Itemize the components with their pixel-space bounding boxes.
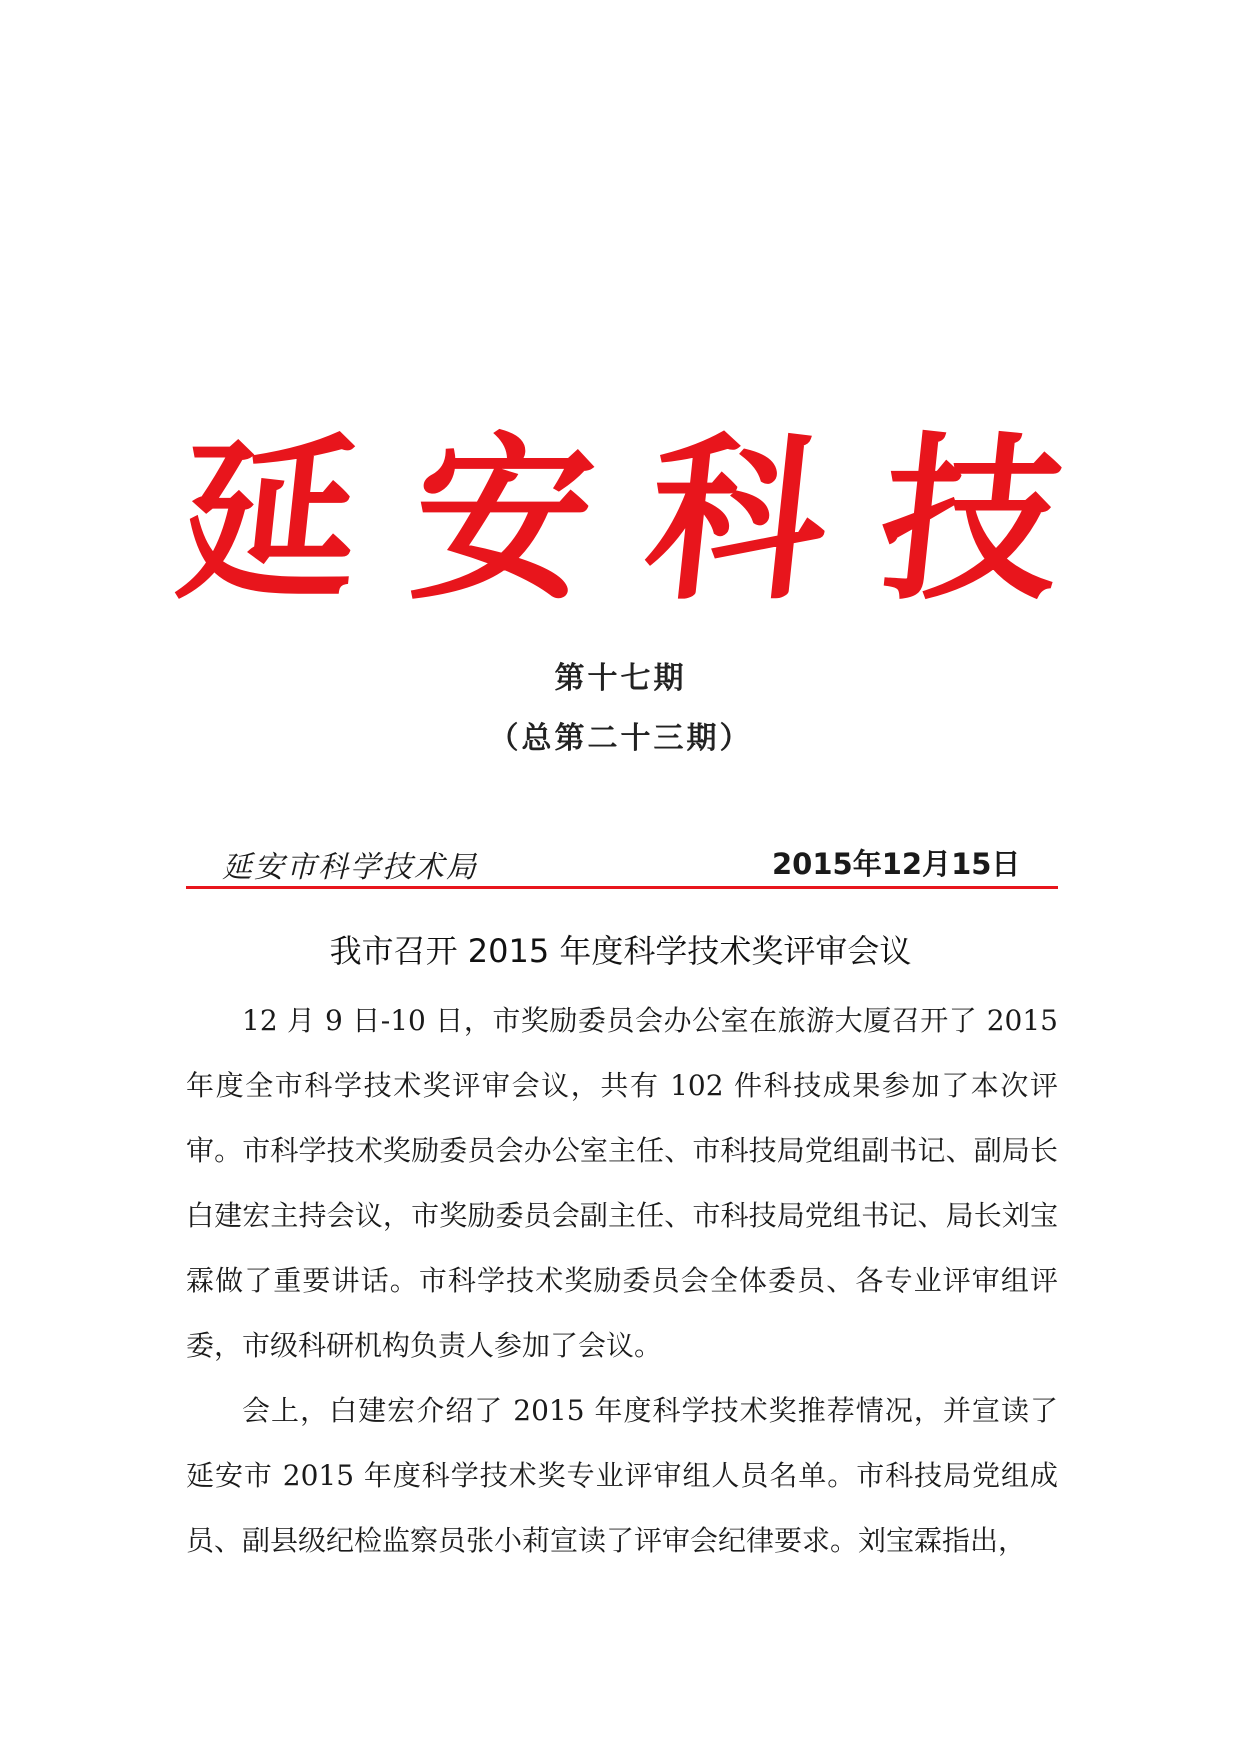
article-paragraph-1: 12 月 9 日-10 日，市奖励委员会办公室在旅游大厦召开了 2015 年度全市科学技术奖评审会议，共有 102 件科技成果参加了本次评审。市科学技术奖励委员会办公室主任、市科技局党组副书记、副局长白建宏主持会议，市奖励委员会副主任、市科技局党组书记、局长刘宝霖做了重要讲话。市科学技术奖励委员会全体委员、各专业评审组评委，市级科研机构负责人参加了会议。 <box>186 1004 1058 1362</box>
publisher-name: 延安市科学技术局 <box>222 850 478 885</box>
issue-number: 第十七期 <box>554 661 687 696</box>
masthead-char-2: 安 <box>403 415 604 624</box>
article-paragraph-2: 会上，白建宏介绍了 2015 年度科学技术奖推荐情况，并宣读了延安市 2015 年度科学技术奖专业评审组人员名单。市科技局党组成员、副县级纪检监察员张小莉宣读了评审会纪律要求。刘宝霖指出， <box>186 1394 1058 1557</box>
masthead <box>169 415 1072 624</box>
masthead-char-4: 技 <box>871 415 1072 624</box>
masthead-char-3: 科 <box>637 415 838 624</box>
publication-date: 2015年12月15日 <box>772 847 1021 881</box>
issue-total-number: （总第二十三期） <box>488 721 753 756</box>
header-divider <box>186 886 1058 889</box>
article-title: 我市召开 2015 年度科学技术奖评审会议 <box>329 932 912 970</box>
masthead-char-1: 延 <box>169 415 370 624</box>
